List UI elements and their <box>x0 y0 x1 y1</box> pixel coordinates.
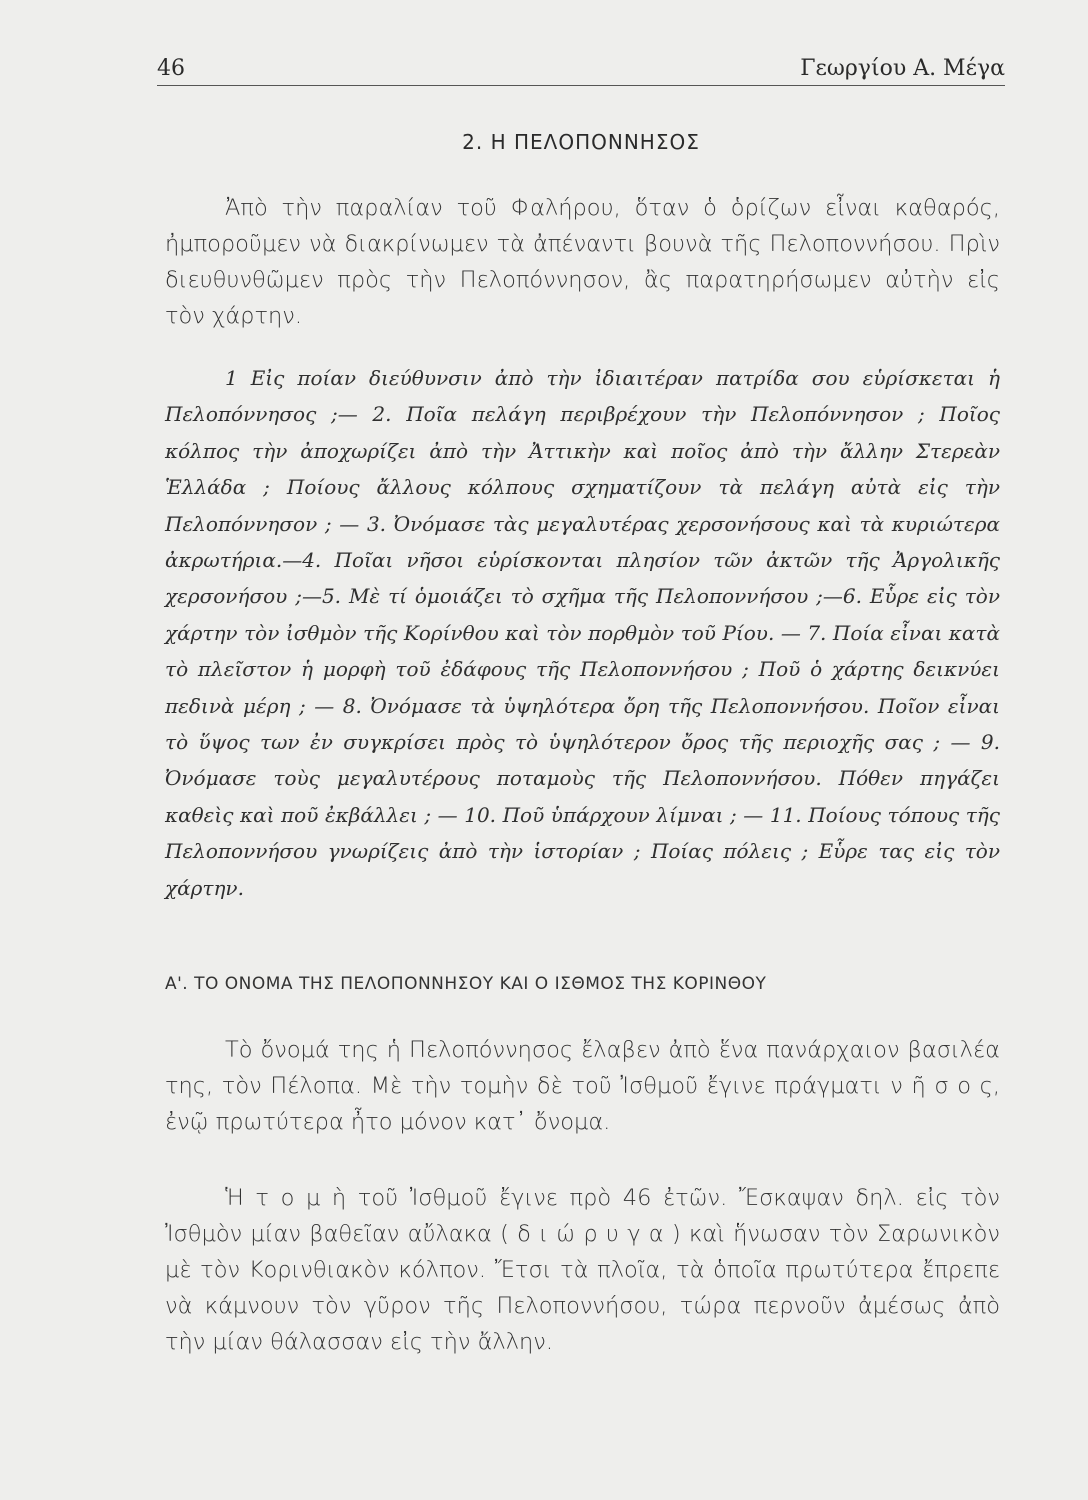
section-paragraph-1: Τὸ ὄνομά της ἡ Πελοπόννησος ἔλαβεν ἀπὸ ἕνα πανάρχαιον βασιλέα της, τὸν Πέλοπα. Μὲ τὴν τομὴν δὲ τοῦ Ἰσθμοῦ ἔγινε πράγματι ν ῆ σ ο ς, ἐνῷ πρωτύτερα ἦτο μόνον κατ᾽ ὄνομα. <box>165 1037 1000 1135</box>
running-head <box>157 56 1005 86</box>
page-number: 46 <box>157 56 185 81</box>
section-paragraph-2: Ἡ τ ο μ ὴ τοῦ Ἰσθμοῦ ἔγινε πρὸ 46 ἐτῶν. Ἔσκαψαν δηλ. εἰς τὸν Ἰσθμὸν μίαν βαθεῖαν αὔλακα ( δ ι ώ ρ υ γ α ) καὶ ἥνωσαν τὸν Σαρωνικὸν μὲ τὸν Κορινθιακὸν κόλπον. Ἔτσι τὰ πλοῖα, τὰ ὁποῖα πρωτύτερα ἔπρεπε νὰ κάμνουν τὸν γῦρον τῆς Πελοποννήσου, τώρα περνοῦν ἀμέσως ἀπὸ τὴν μίαν θάλασσαν εἰς τὴν ἄλλην. <box>165 1185 1000 1355</box>
running-head-author: Γεωργίου Α. Μέγα <box>800 56 1005 81</box>
intro-paragraph: Ἀπὸ τὴν παραλίαν τοῦ Φαλήρου, ὅταν ὁ ὁρίζων εἶναι καθαρός, ἠμποροῦμεν νὰ διακρίνωμεν τὰ ἀπέναντι βουνὰ τῆς Πελοποννήσου. Πρὶν διευθυνθῶμεν πρὸς τὴν Πελοπόννησον, ἂς παρατηρήσωμεν αὐτὴν εἰς τὸν χάρτην. <box>165 195 1000 329</box>
chapter-title: 2. Η ΠΕΛΟΠΟΝΝΗΣΟΣ <box>462 130 700 154</box>
questions-paragraph: 1 Εἰς ποίαν διεύθυνσιν ἀπὸ τὴν ἰδιαιτέραν πατρίδα σου εὑρίσκεται ἡ Πελοπόννησος ;— 2. Ποῖα πελάγη περιβρέχουν τὴν Πελοπόννησον ; Ποῖος κόλπος τὴν ἀποχωρίζει ἀπὸ τὴν Ἀττικὴν καὶ ποῖος ἀπὸ τὴν ἄλλην Στερεὰν Ἑλλάδα ; Ποίους ἄλλους κόλπους σχηματίζουν τὰ πελάγη αὐτὰ εἰς τὴν Πελοπόννησον ; — 3. Ὀνόμασε τὰς μεγαλυτέρας χερσονήσους καὶ τὰ κυριώτερα ἀκρωτήρια.—4. Ποῖαι νῆσοι εὑρίσκονται πλησίον τῶν ἀκτῶν τῆς Ἀργολικῆς χερσονήσου ;—5. Μὲ τί ὁμοιάζει τὸ σχῆμα τῆς Πελοποννήσου ;—6. Εὗρε εἰς τὸν χάρτην τὸν ἰσθμὸν τῆς Κορίνθου καὶ τὸν πορθμὸν τοῦ Ρίου. — 7. Ποία εἶναι κατὰ τὸ πλεῖστον ἡ μορφὴ τοῦ ἐδάφους τῆς Πελοποννήσου ; Ποῦ ὁ χάρτης δεικνύει πεδινὰ μέρη ; — 8. Ὀνόμασε τὰ ὑψηλότερα ὄρη τῆς Πελοποννήσου. Ποῖον εἶναι τὸ ὕψος των ἐν συγκρίσει πρὸς τὸ ὑψηλότερον ὄρος τῆς περιοχῆς σας ; — 9. Ὀνόμασε τοὺς μεγαλυτέρους ποταμοὺς τῆς Πελοποννήσου. Πόθεν πηγάζει καθεὶς καὶ ποῦ ἐκβάλλει ; — 10. Ποῦ ὑπάρχουν λίμναι ; — 11. Ποίους τόπους τῆς Πελοποννήσου γνωρίζεις ἀπὸ τὴν ἱστορίαν ; Ποίας πόλεις ; Εὗρε τας εἰς τὸν χάρτην. <box>165 366 1000 900</box>
header-rule <box>157 85 1005 86</box>
section-heading: Α'. ΤΟ ΟΝΟΜΑ ΤΗΣ ΠΕΛΟΠΟΝΝΗΣΟΥ ΚΑΙ Ο ΙΣΘΜΟΣ ΤΗΣ ΚΟΡΙΝΘΟΥ <box>165 974 767 994</box>
